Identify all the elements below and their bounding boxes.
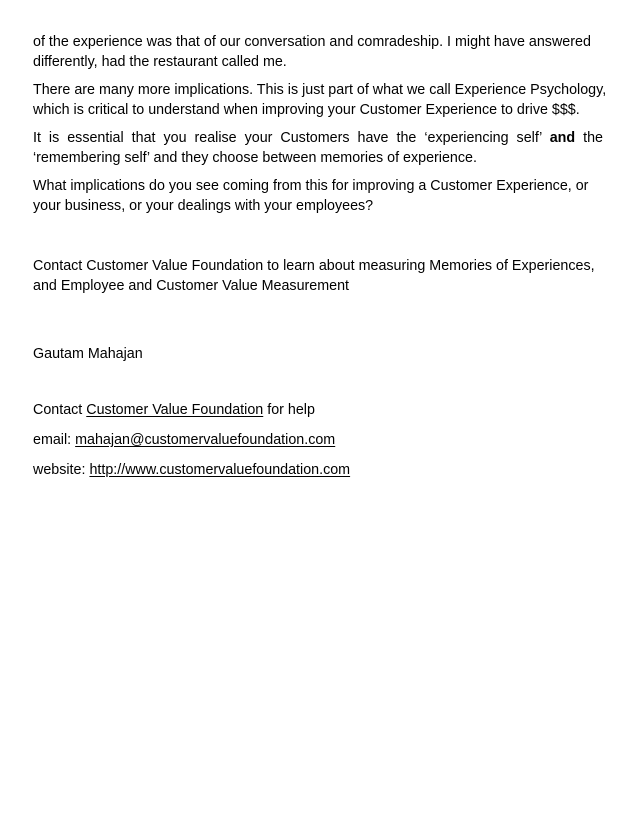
contact-prefix: Contact (33, 402, 83, 418)
customer-value-foundation-link[interactable]: Customer Value Foundation (86, 402, 264, 418)
paragraph-4-line-2: your business, or your dealings with your employees? (33, 198, 374, 214)
website-line (33, 460, 603, 480)
contact-suffix: for help (267, 402, 315, 418)
paragraph-3-text-end: the (583, 130, 603, 146)
paragraph-5-line-1: Contact Customer Value Foundation to learn about measuring Memories of Experiences, (33, 258, 595, 274)
email-line (33, 430, 603, 450)
paragraph-2-line-2: which is critical to understand when improving your Customer Experience to drive $$$. (33, 102, 580, 118)
email-link[interactable]: mahajan@customervaluefoundation.com (75, 432, 336, 448)
contact-line (33, 400, 603, 420)
paragraph-3-text-start: It is essential that you realise your Customers have the ‘experiencing self’ (33, 130, 542, 146)
email-label: email: (33, 432, 72, 448)
paragraph-4-line-1: What implications do you see coming from this for improving a Customer Experience, or (33, 178, 589, 194)
author-name: Gautam Mahajan (33, 346, 143, 362)
paragraph-1-line-1: of the experience was that of our conversation and comradeship. I might have answered (33, 34, 591, 50)
paragraph-3-bold-word: and (549, 130, 576, 146)
paragraph-5-line-2: and Employee and Customer Value Measurement (33, 278, 350, 294)
paragraph-3-line-2: ‘remembering self’ and they choose between memories of experience. (33, 150, 477, 166)
paragraph-1-line-2: differently, had the restaurant called me. (33, 54, 287, 70)
paragraph-2-line-1: There are many more implications. This is just part of what we call Experience Psychology, (33, 82, 607, 98)
website-label: website: (33, 462, 86, 478)
paragraph-3-line-1 (33, 128, 603, 148)
website-link[interactable]: http://www.customervaluefoundation.com (89, 462, 351, 478)
